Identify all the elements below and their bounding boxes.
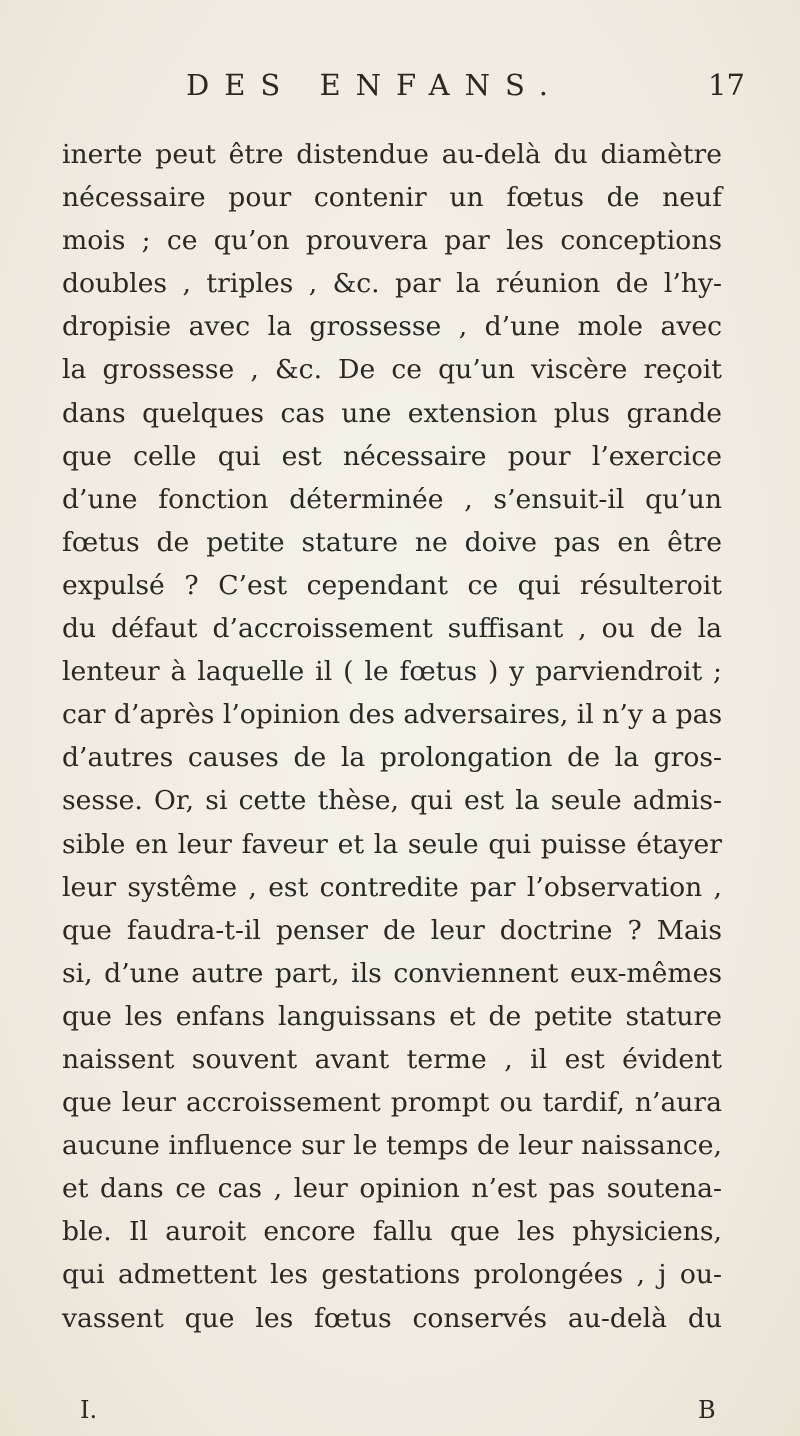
- text-line: leur systême , est contredite par l’observation ,: [62, 871, 722, 903]
- text-line: du défaut d’accroissement suffisant , ou de la: [62, 613, 722, 645]
- text-line: que faudra-t-il penser de leur doctrine ? Mais: [62, 914, 722, 946]
- text-line: expulsé ? C’est cependant ce qui résulteroit: [62, 569, 722, 601]
- text-line: qui admettent les gestations prolongées , j ou-: [62, 1259, 722, 1291]
- catchword: B: [698, 1396, 716, 1424]
- text-line: car d’après l’opinion des adversaires, il n’y a pas: [62, 699, 723, 731]
- running-title: DES ENFANS.: [186, 68, 564, 102]
- text-line: dans quelques cas une extension plus grande: [62, 397, 722, 429]
- text-line: inerte peut être distendue au-delà du diamètre: [62, 139, 722, 170]
- text-line: d’une fonction déterminée , s’ensuit-il qu’un: [62, 483, 722, 515]
- text-line: sesse. Or, si cette thèse, qui est la seule admis-: [62, 785, 722, 817]
- text-line: la grossesse , &c. De ce qu’un viscère reçoit: [62, 354, 722, 386]
- text-line: et dans ce cas , leur opinion n’est pas soutena-: [62, 1173, 722, 1205]
- text-line: sible en leur faveur et la seule qui puisse étayer: [62, 828, 722, 860]
- text-line: doubles , triples , &c. par la réunion de l’hy-: [62, 268, 722, 300]
- body-text: [62, 133, 722, 1340]
- text-line: si, d’une autre part, ils conviennent eux-mêmes: [62, 957, 722, 989]
- text-line: ble. Il auroit encore fallu que les physiciens,: [62, 1216, 722, 1248]
- page-header: [0, 68, 800, 108]
- signature-mark: I.: [80, 1396, 98, 1424]
- text-line: aucune influence sur le temps de leur naissance,: [62, 1130, 722, 1162]
- text-line: que leur accroissement prompt ou tardif, n’aura: [62, 1087, 722, 1119]
- text-line: mois ; ce qu’on prouvera par les conceptions: [62, 225, 722, 257]
- text-line: naissent souvent avant terme , il est évident: [62, 1043, 722, 1075]
- text-line: vassent que les fœtus conservés au-delà du: [62, 1302, 722, 1334]
- text-line: fœtus de petite stature ne doive pas en être: [62, 526, 722, 558]
- text-line: que les enfans languissans et de petite stature: [62, 1000, 722, 1032]
- text-line: dropisie avec la grossesse , d’une mole avec: [62, 311, 722, 343]
- page-footer: [0, 1396, 800, 1428]
- text-line: lenteur à laquelle il ( le fœtus ) y parviendroit ;: [62, 656, 722, 688]
- text-line: que celle qui est nécessaire pour l’exercice: [62, 440, 722, 472]
- text-line: nécessaire pour contenir un fœtus de neuf: [62, 182, 722, 214]
- page-number: 17: [708, 68, 745, 102]
- text-line: d’autres causes de la prolongation de la gros-: [62, 742, 722, 774]
